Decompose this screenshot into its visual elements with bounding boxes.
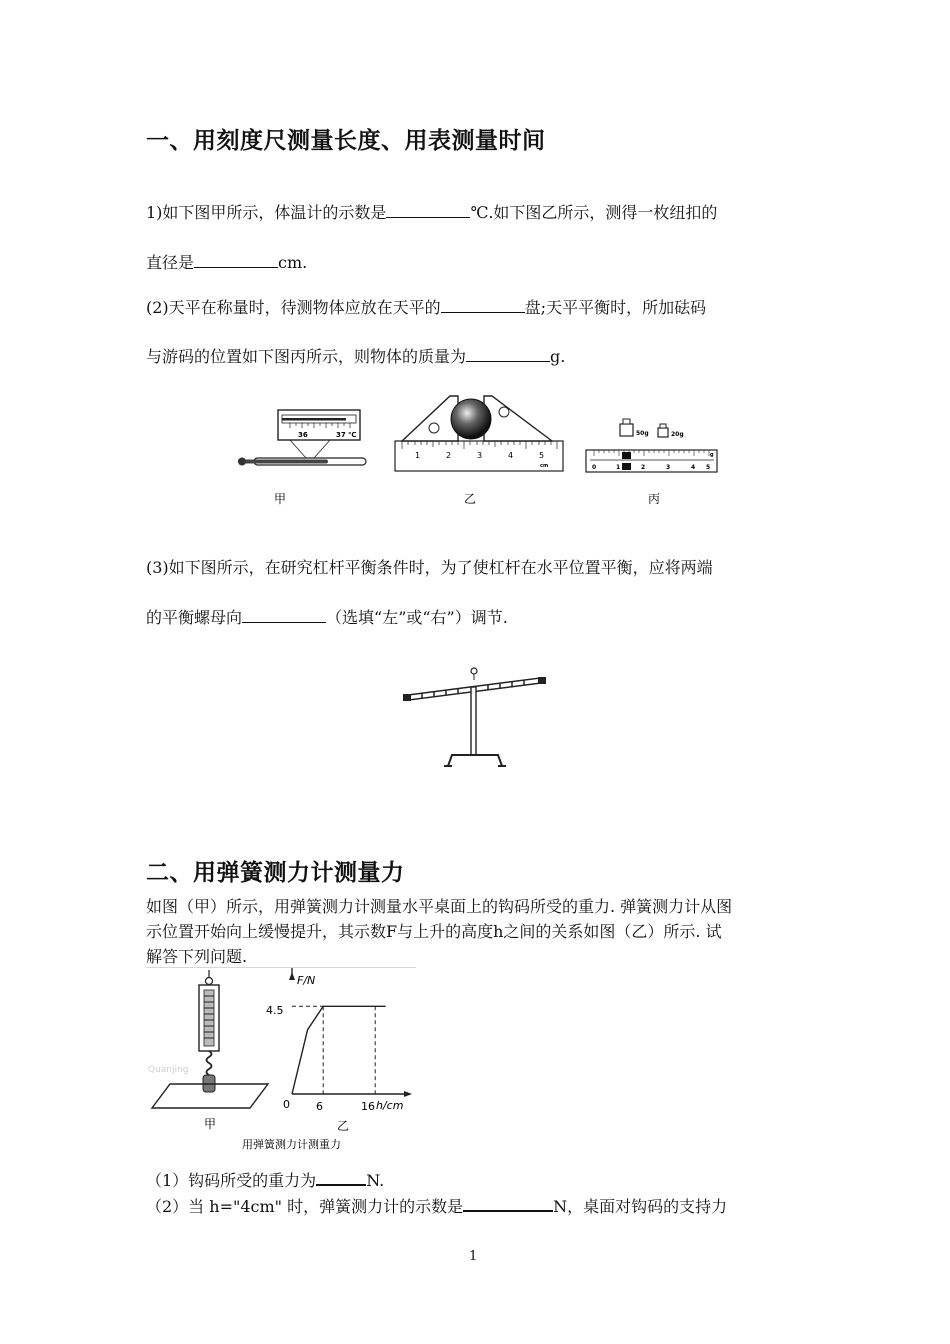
caption-jia: 甲 xyxy=(274,492,287,506)
caption-yi: 乙 xyxy=(464,492,477,506)
caption-jia-2: 甲 xyxy=(204,1117,217,1131)
weight-20g: 20g xyxy=(671,431,684,438)
page-number: 1 xyxy=(469,1249,478,1264)
balance-unit: g xyxy=(710,452,714,458)
q3-line2: 的平衡螺母向 （选填“左”或“右”）调节. xyxy=(146,608,508,627)
answer-blank-diameter[interactable] xyxy=(194,253,278,268)
caption-yi-2: 乙 xyxy=(337,1119,350,1133)
section2-title: 二、用弹簧测力计测量力 xyxy=(146,860,405,886)
spring-scale xyxy=(148,970,268,1131)
graph-origin: 0 xyxy=(283,1098,290,1111)
q1-line2: 直径是 cm. xyxy=(146,253,308,272)
section2-intro-line3: 解答下列问题. xyxy=(146,947,248,966)
force-height-series xyxy=(292,1006,386,1094)
figure-spring-scale xyxy=(146,968,421,1158)
thermometer-figure xyxy=(238,410,366,466)
answer-blank-temperature[interactable] xyxy=(386,203,470,218)
section2-intro-line1: 如图（甲）所示，用弹簧测力计测量水平桌面上的钩码所受的重力. 弹簧测力计从图 xyxy=(146,897,733,916)
balance-tick-3: 3 xyxy=(666,464,671,471)
q2-line2: 与游码的位置如下图丙所示，则物体的质量为 g. xyxy=(146,347,566,366)
weight-50g: 50g xyxy=(636,430,649,437)
figure2-subtitle: 用弹簧测力计测重力 xyxy=(242,1138,341,1151)
thermo-label-37: 37 xyxy=(336,431,346,439)
ruler-tick-4: 4 xyxy=(508,451,514,460)
s2-q1: （1）钩码所受的重力为 N. xyxy=(146,1171,385,1190)
graph-xtick-16: 16 xyxy=(361,1100,375,1113)
balance-tick-5: 5 xyxy=(706,464,711,471)
balance-tick-4: 4 xyxy=(691,464,696,471)
ruler-tick-5: 5 xyxy=(539,451,545,460)
graph-ylabel: F/N xyxy=(297,974,316,987)
ruler-tick-3: 3 xyxy=(477,451,483,460)
ruler-tick-1: 1 xyxy=(415,451,421,460)
graph-xtick-6: 6 xyxy=(316,1100,323,1113)
q1-line1: 1)如下图甲所示，体温计的示数是 ℃.如下图乙所示，测得一枚纽扣的 xyxy=(146,203,718,222)
answer-blank-mass[interactable] xyxy=(466,347,550,362)
thermo-unit: ℃ xyxy=(348,431,357,439)
figure-instruments xyxy=(230,388,730,513)
ruler-unit: cm xyxy=(540,463,549,469)
answer-blank-gravity[interactable] xyxy=(316,1170,366,1186)
section2-intro-line2: 示位置开始向上缓慢提升，其示数F与上升的高度h之间的关系如图（乙）所示. 试 xyxy=(146,922,722,941)
answer-blank-reading[interactable] xyxy=(463,1196,553,1212)
ruler-tick-2: 2 xyxy=(446,451,452,460)
answer-blank-direction[interactable] xyxy=(242,608,326,623)
force-height-graph xyxy=(266,968,412,1133)
balance-tick-1: 1 xyxy=(616,464,621,471)
rider-marker xyxy=(622,452,631,459)
graph-guides xyxy=(292,1006,375,1094)
balance-figure xyxy=(586,419,717,472)
lever-figure xyxy=(400,662,550,772)
graph-xlabel: h/cm xyxy=(376,1099,404,1112)
q3-line1: (3)如下图所示，在研究杠杆平衡条件时，为了使杠杆在水平位置平衡，应将两端 xyxy=(146,558,713,577)
balance-tick-2: 2 xyxy=(641,464,646,471)
graph-ytick-4-5: 4.5 xyxy=(266,1004,284,1017)
answer-blank-pan[interactable] xyxy=(441,298,525,313)
q2-line1: (2)天平在称量时，待测物体应放在天平的 盘;天平平衡时，所加砝码 xyxy=(146,298,707,317)
ruler-figure xyxy=(395,396,563,471)
balance-tick-0: 0 xyxy=(592,464,597,471)
caption-bing: 丙 xyxy=(648,492,661,506)
watermark-text: Quanjing xyxy=(148,1065,189,1075)
thermo-label-36: 36 xyxy=(298,431,308,439)
section1-title: 一、用刻度尺测量长度、用表测量时间 xyxy=(146,128,546,154)
s2-q2: （2）当 h="4cm" 时，弹簧测力计的示数是 N，桌面对钩码的支持力 xyxy=(146,1197,728,1216)
